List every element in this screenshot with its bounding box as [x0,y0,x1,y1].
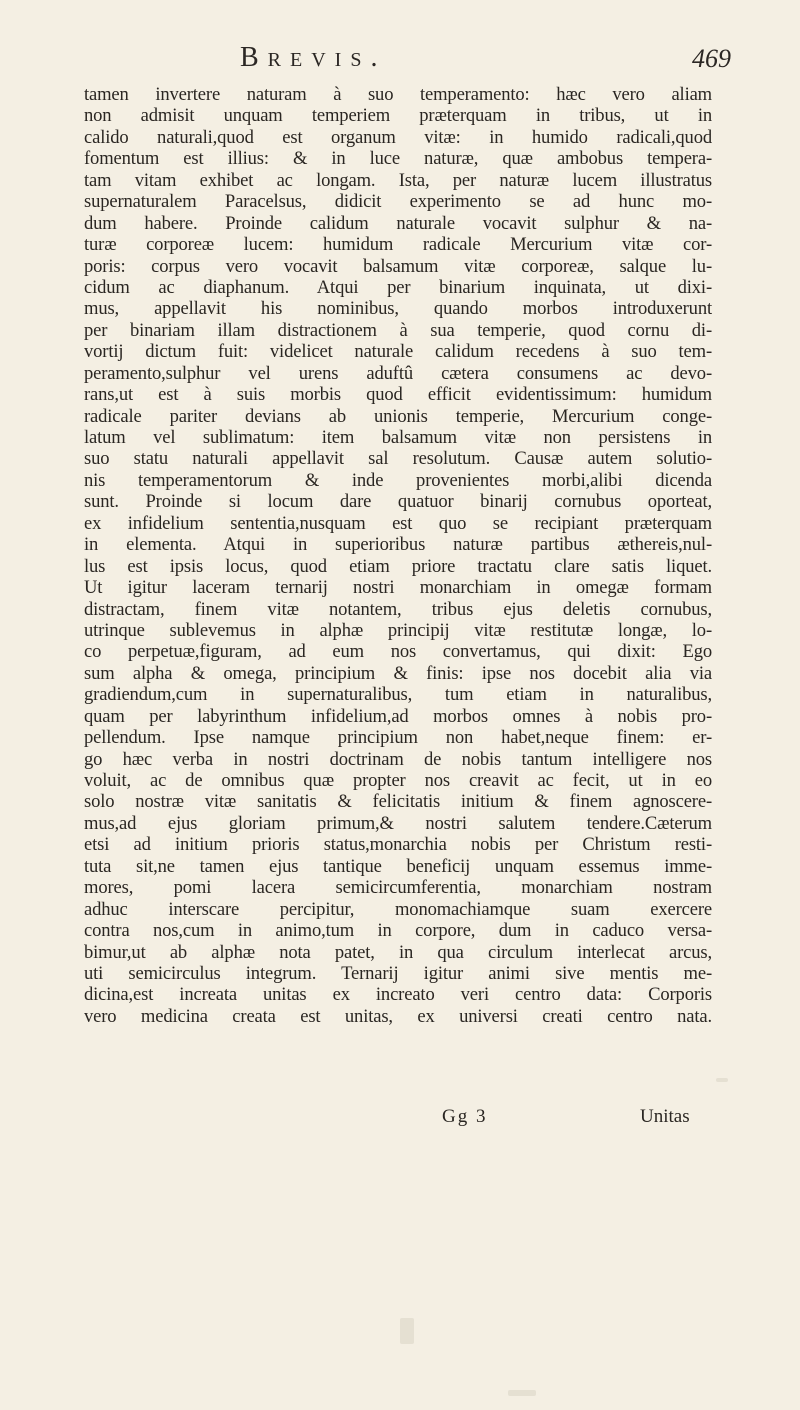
text-line: dum habere. Proinde calidum naturale vocavit sulphur & na- [84,212,712,234]
text-line: bimur,ut ab alphæ nota patet, in qua circulum interlecat arcus, [84,941,712,963]
text-line: utrinque sublevemus in alphæ principij vitæ restitutæ longæ, lo- [84,619,712,641]
catchword: Unitas [640,1106,690,1127]
text-line: poris: corpus vero vocavit balsamum vitæ corporeæ, salque lu- [84,255,712,277]
text-line: calido naturali,quod est organum vitæ: in humido radicali,quod [84,126,712,148]
text-line: pellendum. Ipse namque principium non habet,neque finem: er- [84,727,712,749]
text-line: mus,ad ejus gloriam primum,& nostri salutem tendere.Cæterum [84,812,712,834]
text-line: non admisit unquam temperiem præterquam in tribus, ut in [84,105,712,127]
text-line: fomentum est illius: & in luce naturæ, quæ ambobus tempera- [84,148,712,170]
signature-mark: Gg 3 [442,1106,488,1127]
text-line: tamen invertere naturam à suo temperamento: hæc vero aliam [84,84,712,105]
text-line: quam per labyrinthum infidelium,ad morbos omnes à nobis pro- [84,705,712,727]
page-footer [0,1106,800,1134]
text-line: per binariam illam distractionem à sua temperie, quod cornu di- [84,319,712,341]
text-line: tuta sit,ne tamen ejus tantique beneficij unquam essemus imme- [84,855,712,877]
text-line: distractam, finem vitæ notantem, tribus ejus deletis cornubus, [84,598,712,620]
text-line: rans,ut est à suis morbis quod efficit evidentissimum: humidum [84,384,712,406]
text-line: latum vel sublimatum: item balsamum vitæ non persistens in [84,427,712,448]
text-line: nis temperamentorum & inde provenientes morbi,alibi dicenda [84,469,712,491]
text-line: peramento,sulphur vel urens aduftû cætera consumens ac devo- [84,362,712,384]
text-line: contra nos,cum in animo,tum in corpore, dum in caduco versa- [84,920,712,942]
text-line: in elementa. Atqui in superioribus naturæ partibus æthereis,nul- [84,534,712,556]
text-line: vero medicina creata est unitas, ex universi creati centro nata. [84,1005,712,1027]
paper-stain [400,1318,414,1344]
running-title: Brevis. [240,42,387,73]
text-line: sunt. Proinde si locum dare quatuor binarij cornubus oporteat, [84,491,712,513]
text-line: gradiendum,cum in supernaturalibus, tum etiam in naturalibus, [84,684,712,706]
text-line: solo nostræ vitæ sanitatis & felicitatis initium & finem agnoscere- [84,791,712,813]
text-line: radicale pariter devians ab unionis temperie, Mercurium conge- [84,405,712,427]
text-line: cidum ac diaphanum. Atqui per binarium inquinata, ut dixi- [84,276,712,298]
page-number: 469 [692,44,731,73]
text-line: Ut igitur laceram ternarij nostri monarchiam in omegæ formam [84,577,712,599]
text-line: vortij dictum fuit: videlicet naturale calidum recedens à suo tem- [84,341,712,363]
text-line: go hæc verba in nostri doctrinam de nobis tantum intelligere nos [84,748,712,770]
paper-stain [716,1078,728,1082]
text-line: turæ corporeæ lucem: humidum radicale Mercurium vitæ cor- [84,234,712,256]
text-line: mores, pomi lacera semicircumferentia, monarchiam nostram [84,877,712,899]
text-line: suo statu naturali appellavit sal resolutum. Causæ autem solutio- [84,448,712,470]
body-text [84,84,712,1027]
text-line: supernaturalem Paracelsus, didicit experimento se ad hunc mo- [84,191,712,213]
text-line: sum alpha & omega, principium & finis: ipse nos docebit alia via [84,662,712,684]
running-head [0,42,800,82]
text-line: tam vitam exhibet ac longam. Ista, per naturæ lucem illustratus [84,169,712,191]
text-line: co perpetuæ,figuram, ad eum nos convertamus, qui dixit: Ego [84,641,712,663]
text-line: adhuc interscare percipitur, monomachiamque suam exercere [84,898,712,920]
text-line: mus, appellavit his nominibus, quando morbos introduxerunt [84,298,712,320]
text-line: uti semicirculus integrum. Ternarij igitur animi sive mentis me- [84,962,712,984]
text-line: voluit, ac de omnibus quæ propter nos creavit ac fecit, ut in eo [84,770,712,791]
text-line: etsi ad initium prioris status,monarchia nobis per Christum resti- [84,834,712,856]
text-line: ex infidelium sententia,nusquam est quo se recipiant præterquam [84,512,712,534]
text-line: lus est ipsis locus, quod etiam priore tractatu clare satis liquet. [84,555,712,577]
text-line: dicina,est increata unitas ex increato veri centro data: Corporis [84,984,712,1006]
paper-stain [508,1390,536,1396]
